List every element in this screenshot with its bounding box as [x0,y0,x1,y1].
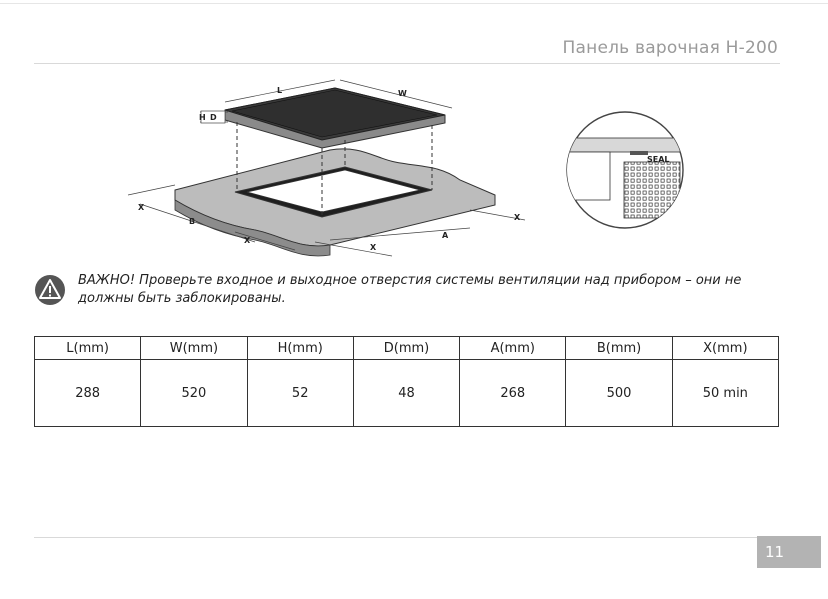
header-cell: W(mm) [141,337,247,360]
label-x-left: X [138,203,145,212]
label-seal: SEAL [647,155,670,164]
hob-panel [225,88,445,148]
value-cell: 288 [35,360,141,427]
seal-detail [560,112,683,228]
label-l: L [277,86,283,95]
table-header-row [35,337,779,360]
header-cell: H(mm) [247,337,353,360]
top-border [0,3,828,4]
label-x-right: X [514,213,521,222]
warning-text: ВАЖНО! Проверьте входное и выходное отверстия системы вентиляции над прибором – они не должны быть заблокированы. [78,273,742,306]
label-d: D [210,113,217,122]
value-cell: 48 [353,360,459,427]
header-cell: D(mm) [353,337,459,360]
label-h: H [199,113,206,122]
dimensions-table [34,336,779,427]
warning-icon [34,274,66,306]
label-x-bottom: X [370,243,377,252]
value-cell: 50 min [672,360,778,427]
header-cell: X(mm) [672,337,778,360]
label-a: A [442,231,449,240]
value-cell: 520 [141,360,247,427]
header-cell: A(mm) [460,337,566,360]
footer-divider [34,537,780,538]
header-cell: L(mm) [35,337,141,360]
warning-notice [34,272,784,312]
header-divider [34,63,780,64]
label-b: B [189,217,196,226]
installation-diagram [0,70,828,260]
label-w: W [398,89,407,98]
value-cell: 52 [247,360,353,427]
value-cell: 500 [566,360,672,427]
value-cell: 268 [460,360,566,427]
label-x-front: X [244,236,251,245]
document-title: Панель варочная H-200 [562,38,778,58]
page-number: 11 [757,536,821,568]
table-row [35,360,779,427]
header-cell: B(mm) [566,337,672,360]
